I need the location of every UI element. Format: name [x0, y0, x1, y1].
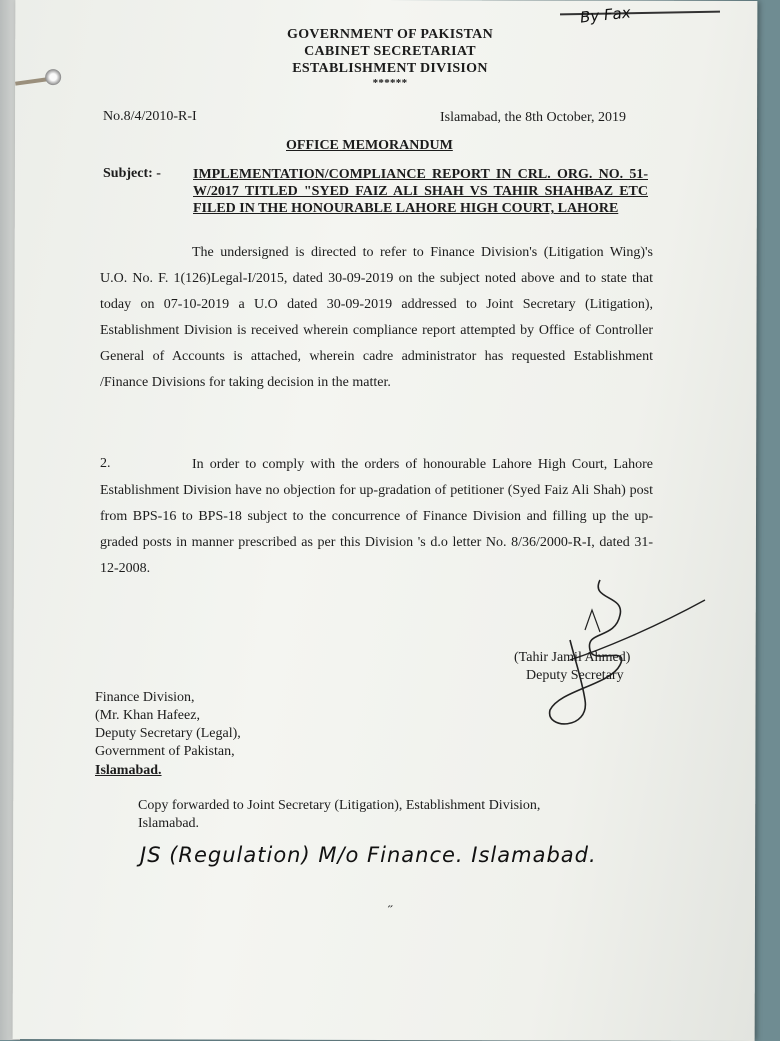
header-line-1: GOVERNMENT OF PAKISTAN: [287, 27, 493, 42]
subject-label: Subject: -: [103, 166, 161, 181]
signatory-name: (Tahir Jamil Ahmed): [514, 650, 631, 665]
copy-forward-line-1: Copy forwarded to Joint Secretary (Litigation), Establishment Division,: [138, 798, 541, 813]
header-line-2: CABINET SECRETARIAT: [304, 44, 476, 59]
paragraph-2-number: 2.: [100, 456, 111, 471]
paragraph-1-text: The undersigned is directed to refer to Finance Division's (Litigation Wing)'s U.O. No. F. 1(126)Legal-I/2015, dated 30-09-2019 on the subject noted above and to state that today on 07-10-2019 a U.O dated 30-09-2019 addressed to Joint Secretary (Litigation), Establishment Division is received wherein compliance report attempted by Office of Controller General of Accounts is attached, wherein cadre administrator has requested Establishment /Finance Divisions for taking decision in the matter.: [100, 245, 653, 390]
addressee-line-5: Islamabad.: [95, 763, 162, 778]
addressee-line-3: Deputy Secretary (Legal),: [95, 726, 241, 741]
addressee-line-2: (Mr. Khan Hafeez,: [95, 708, 200, 723]
header-stars: ******: [372, 77, 408, 89]
handwritten-forwarding-note: JS (Regulation) M/o Finance. Islamabad.: [140, 843, 597, 867]
handwritten-by-fax-note: By Fax: [579, 3, 632, 27]
document-type-heading: OFFICE MEMORANDUM: [286, 138, 453, 153]
ink-mark: ˶: [388, 898, 393, 913]
signatory-title: Deputy Secretary: [526, 668, 624, 683]
copy-forward-line-2: Islamabad.: [138, 816, 200, 831]
paragraph-2-text: In order to comply with the orders of honourable Lahore High Court, Lahore Establishment Division have no objection for up-gradation of petitioner (Syed Faiz Ali Shah) post from BPS-16 to BPS-18 subject to the concurrence of Finance Division and filling up the up-graded posts in manner prescribed as per this Division 's d.o letter No. 8/36/2000-R-I, dated 31-12-2008.: [100, 457, 653, 576]
subject-text: IMPLEMENTATION/COMPLIANCE REPORT IN CRL. ORG. NO. 51-W/2017 TITLED "SYED FAIZ ALI SHAH VS TAHIR SHAHBAZ ETC FILED IN THE HONOURABLE LAHORE HIGH COURT, LAHORE: [193, 167, 648, 216]
paragraph-1: [100, 240, 653, 396]
addressee-line-1: Finance Division,: [95, 690, 195, 705]
date-line: Islamabad, the 8th October, 2019: [440, 110, 627, 125]
reference-number: No.8/4/2010-R-I: [103, 109, 197, 124]
addressee-line-4: Government of Pakistan,: [95, 744, 235, 759]
paragraph-2: [100, 452, 653, 582]
header-line-3: ESTABLISHMENT DIVISION: [292, 61, 488, 76]
